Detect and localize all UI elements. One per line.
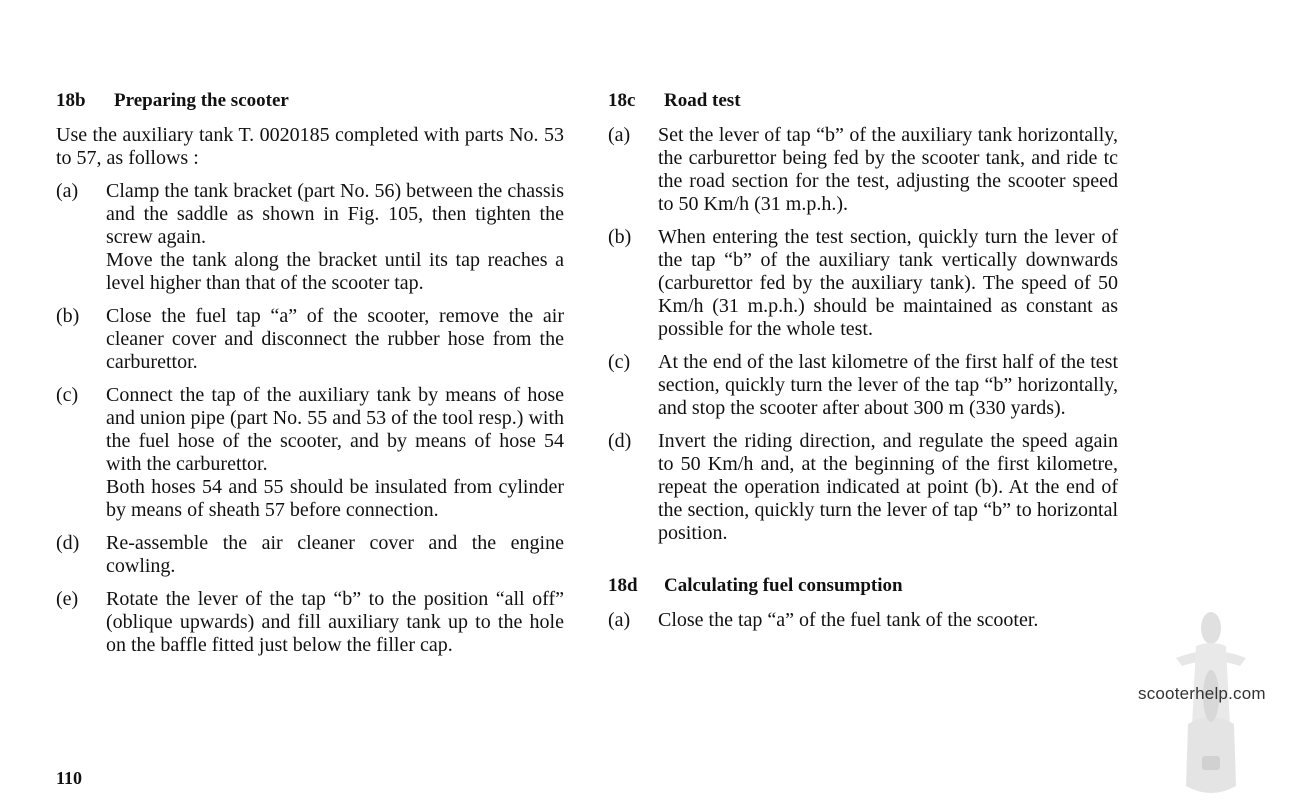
section-title: Preparing the scooter	[114, 90, 289, 111]
step-label: (b)	[56, 305, 80, 327]
section-number: 18b	[56, 90, 86, 111]
step-text: At the end of the last kilometre of the first half of the test section, quickly turn the lever of the tap “b” horizontally, and stop the scooter after about 300 m (330 yards).	[658, 351, 1118, 419]
step-text: Rotate the lever of the tap “b” to the position “all off” (oblique upwards) and fill auxiliary tank up to the hole on the baffle fitted just below the filler cap.	[106, 588, 564, 656]
step-text: Invert the riding direction, and regulate the speed again to 50 Km/h and, at the beginning of the first kilometre, repeat the operation indicated at point (b). At the end of the section, quickly turn the lever of tap “b” to horizontal position.	[658, 430, 1118, 544]
step-b	[608, 226, 1118, 341]
step-a	[608, 609, 1118, 632]
step-text: Move the tank along the bracket until its tap reaches a level higher than that of the scooter tap.	[106, 249, 564, 294]
step-e	[56, 588, 564, 657]
section-heading-18d	[608, 573, 1118, 599]
step-text: Close the fuel tap “a” of the scooter, remove the air cleaner cover and disconnect the rubber hose from the carburettor.	[106, 305, 564, 373]
step-a	[56, 180, 564, 295]
step-label: (a)	[608, 609, 631, 631]
section-number: 18c	[608, 90, 636, 111]
step-label: (c)	[608, 351, 631, 373]
step-label: (b)	[608, 226, 632, 248]
step-text: Connect the tap of the auxiliary tank by means of hose and union pipe (part No. 55 and 53 of the tool resp.) with the fuel hose of the scooter, and by means of hose 54 with the carburettor.	[106, 384, 564, 475]
page-number: 110	[56, 768, 83, 788]
section-number: 18d	[608, 575, 638, 596]
right-column	[608, 88, 1118, 642]
step-d	[56, 532, 564, 578]
step-label: (a)	[56, 180, 79, 202]
step-text: Set the lever of tap “b” of the auxiliary tank horizontally, the carburettor being fed by the scooter tank, and ride tc the road section for the test, adjusting the scooter speed to 50 Km/h (31 m.p.h.).	[658, 124, 1118, 215]
watermark-text: scooterhelp.com	[1138, 684, 1266, 703]
left-column	[56, 88, 564, 667]
step-label: (a)	[608, 124, 631, 146]
step-d	[608, 430, 1118, 545]
section-title: Calculating fuel consumption	[664, 575, 903, 596]
step-label: (e)	[56, 588, 79, 610]
section-heading-18b	[56, 88, 564, 114]
step-c	[608, 351, 1118, 420]
step-label: (d)	[56, 532, 80, 554]
section-heading-18c	[608, 88, 1118, 114]
step-label: (d)	[608, 430, 632, 452]
step-text: Re-assemble the air cleaner cover and the engine cowling.	[106, 532, 564, 577]
step-text: Close the tap “a” of the fuel tank of the scooter.	[658, 609, 1039, 631]
section-title: Road test	[664, 90, 741, 111]
step-text: Both hoses 54 and 55 should be insulated from cylinder by means of sheath 57 before connection.	[106, 476, 564, 521]
step-text: Clamp the tank bracket (part No. 56) between the chassis and the saddle as shown in Fig. 105, then tighten the screw again.	[106, 180, 564, 248]
step-a	[608, 124, 1118, 216]
intro-paragraph: Use the auxiliary tank T. 0020185 completed with parts No. 53 to 57, as follows :	[56, 124, 564, 169]
step-c	[56, 384, 564, 522]
step-b	[56, 305, 564, 374]
step-text: When entering the test section, quickly turn the lever of the tap “b” of the auxiliary tank vertically downwards (carburettor fed by the auxiliary tank). The speed of 50 Km/h (31 m.p.h.) should be maintained as constant as possible for the whole test.	[658, 226, 1118, 340]
step-label: (c)	[56, 384, 79, 406]
